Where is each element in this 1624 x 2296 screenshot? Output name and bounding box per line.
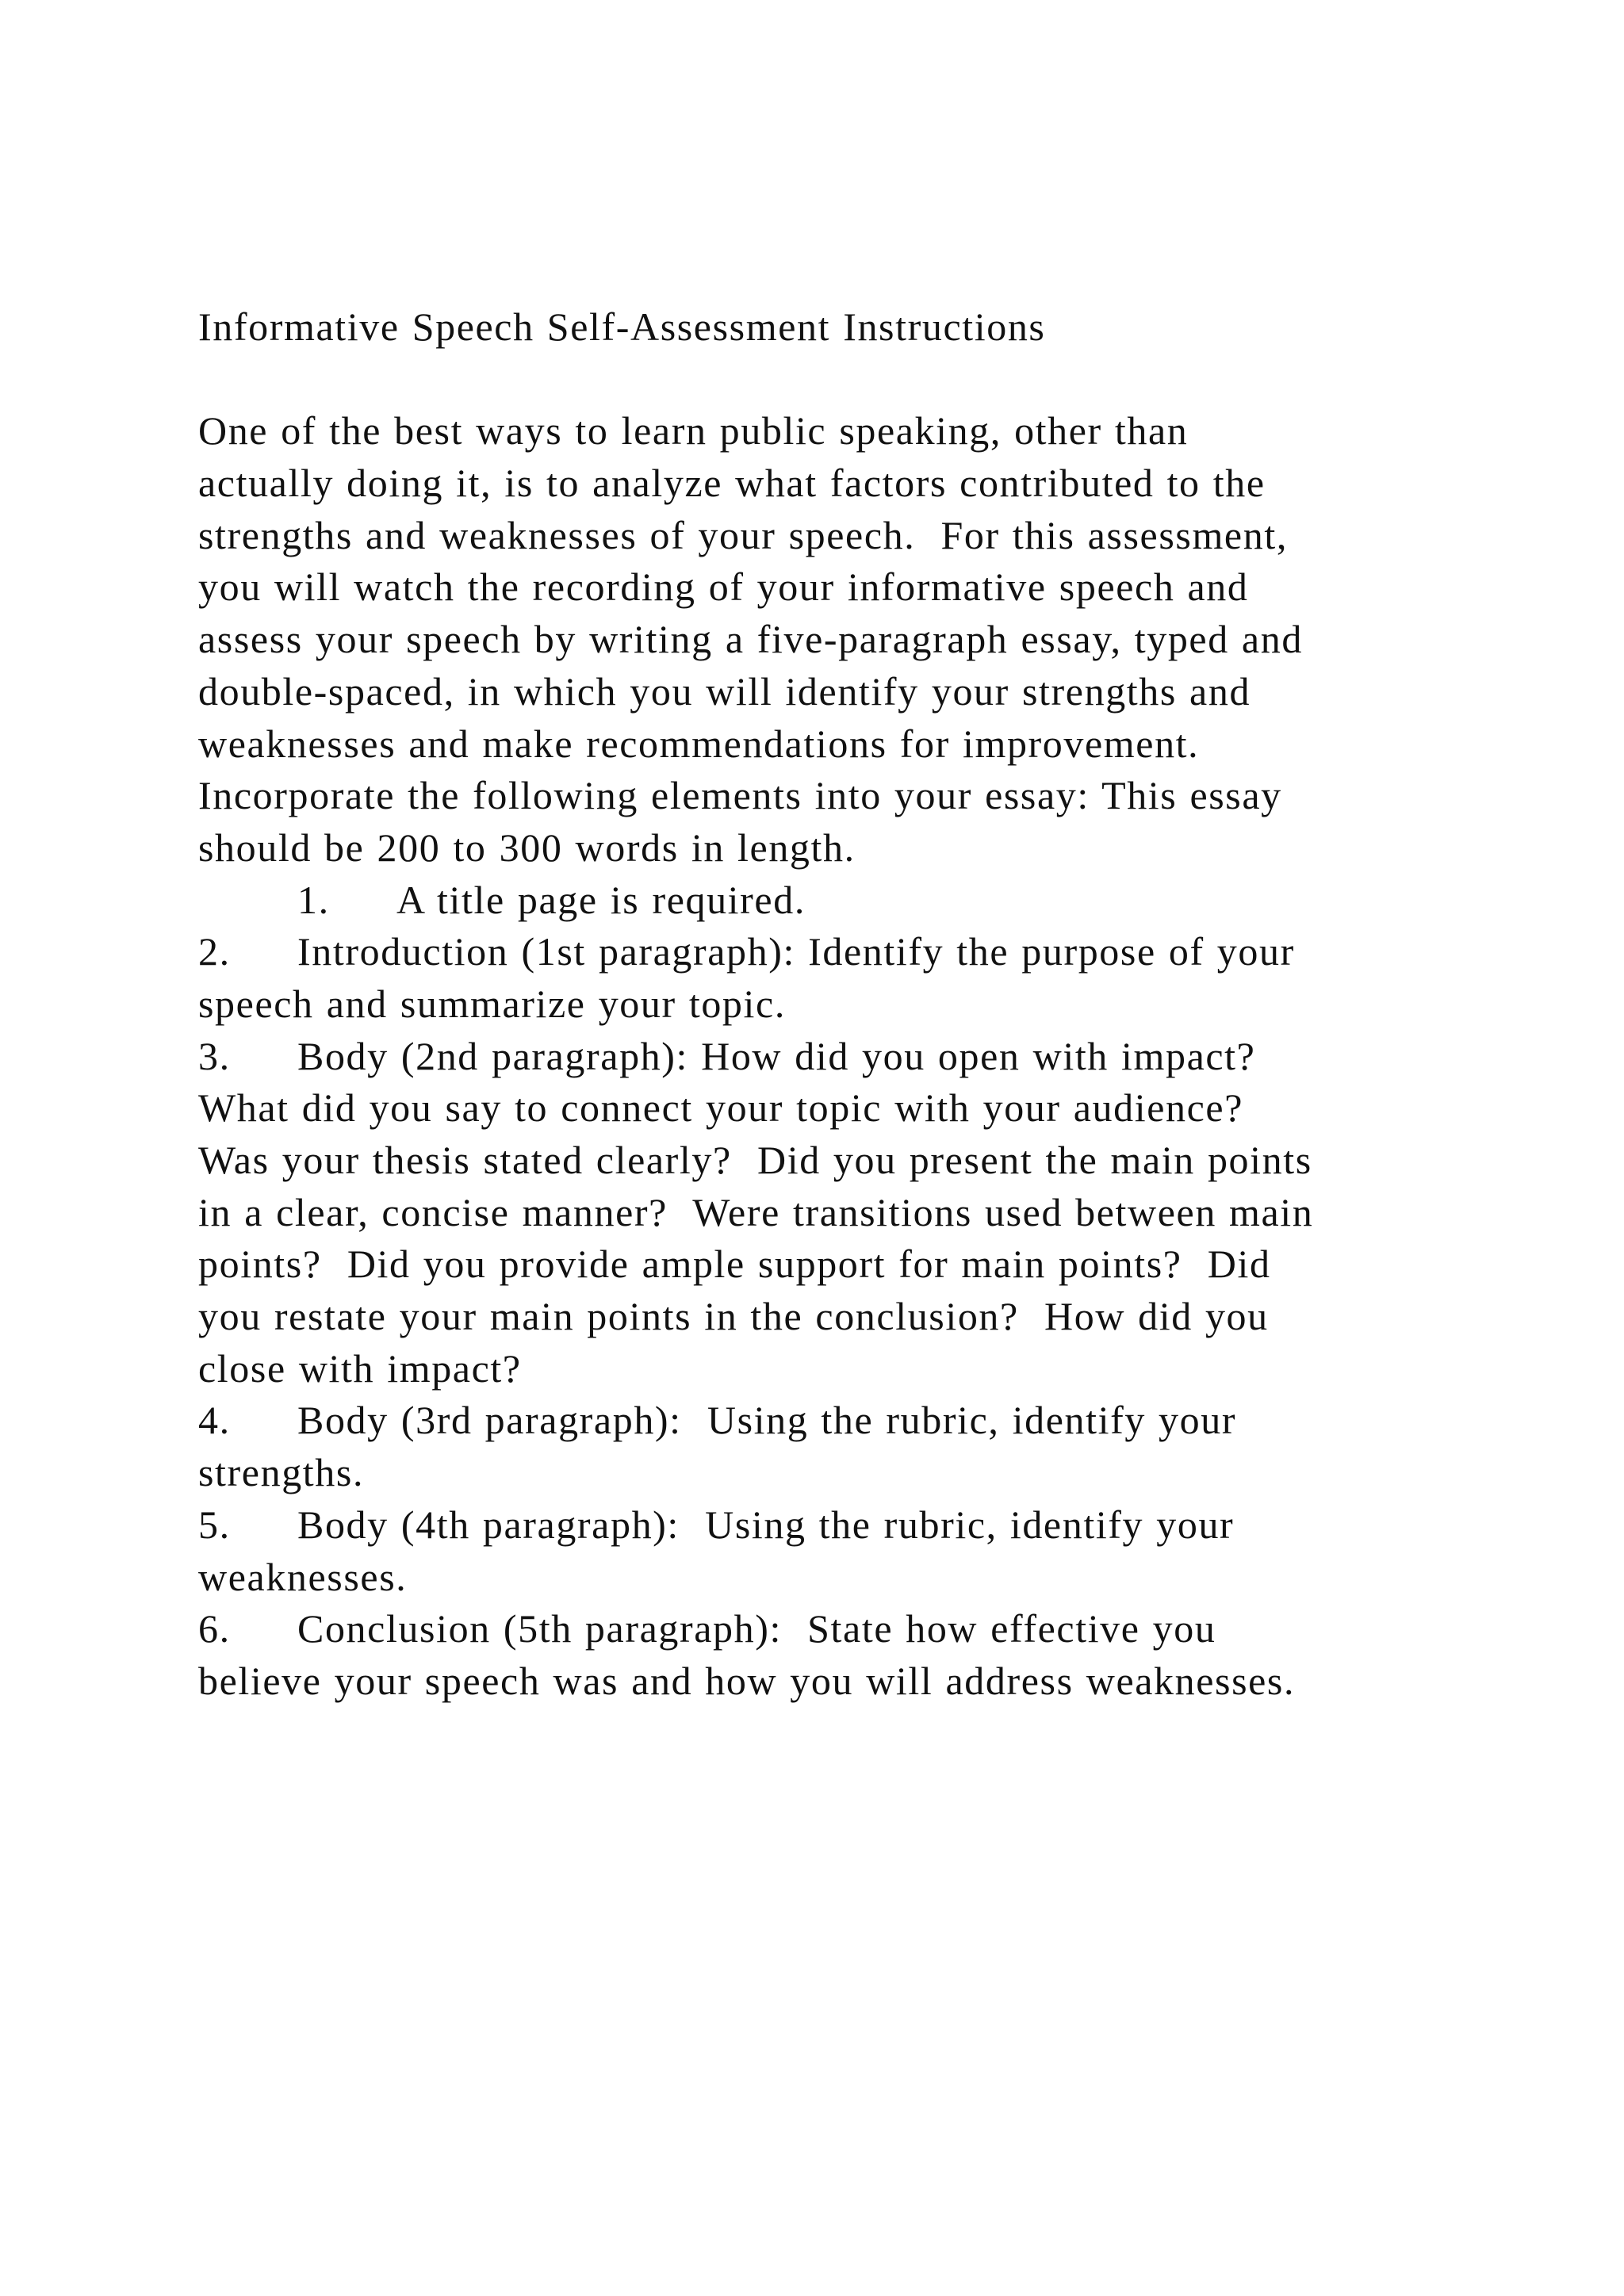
intro-line: Incorporate the following elements into your essay: This essay bbox=[198, 773, 1282, 818]
list-item-number: 5. bbox=[198, 1502, 231, 1547]
list-item-number: 3. bbox=[198, 1033, 231, 1078]
document-title: Informative Speech Self-Assessment Instructions bbox=[198, 304, 1046, 349]
list-item-text: What did you say to connect your topic with your audience? bbox=[198, 1085, 1243, 1131]
list-item bbox=[198, 1031, 1483, 1395]
list-item-text: Was your thesis stated clearly? Did you present the main points bbox=[198, 1138, 1312, 1182]
list-item-text: in a clear, concise manner? Were transitions used between main bbox=[198, 1189, 1314, 1234]
list-item bbox=[198, 874, 1483, 927]
list-item-text: weaknesses. bbox=[198, 1554, 408, 1599]
intro-line: One of the best ways to learn public speaking, other than bbox=[198, 408, 1189, 453]
list-item bbox=[198, 1603, 1483, 1707]
list-item-text: Introduction (1st paragraph): Identify the purpose of your bbox=[297, 929, 1295, 974]
list-item-text: strengths. bbox=[198, 1450, 365, 1495]
list-item-text: A title page is required. bbox=[396, 877, 806, 922]
intro-line: double-spaced, in which you will identify your strengths and bbox=[198, 668, 1251, 714]
list-item-text: Conclusion (5th paragraph): State how effective you bbox=[297, 1606, 1216, 1651]
list-item-number: 2. bbox=[198, 929, 231, 974]
intro-line: actually doing it, is to analyze what factors contributed to the bbox=[198, 461, 1266, 506]
intro-line: weaknesses and make recommendations for improvement. bbox=[198, 721, 1200, 766]
list-item-text: Body (3rd paragraph): Using the rubric, identify your bbox=[297, 1398, 1237, 1443]
list-item-number: 1. bbox=[297, 877, 330, 922]
list-item-text: points? Did you provide ample support for main points? Did bbox=[198, 1242, 1271, 1287]
list-item-text: believe your speech was and how you will address weaknesses. bbox=[198, 1658, 1296, 1703]
list-item-number: 4. bbox=[198, 1398, 231, 1443]
list-item-number: 6. bbox=[198, 1606, 231, 1651]
list-item bbox=[198, 926, 1483, 1030]
list-item-text: close with impact? bbox=[198, 1345, 522, 1391]
intro-line: assess your speech by writing a five-paragraph essay, typed and bbox=[198, 617, 1303, 662]
list-item-text: speech and summarize your topic. bbox=[198, 981, 786, 1026]
list-item-text: Body (4th paragraph): Using the rubric, identify your bbox=[297, 1502, 1235, 1547]
intro-paragraph bbox=[198, 405, 1483, 874]
list-item-text: you restate your main points in the conclusion? How did you bbox=[198, 1294, 1269, 1339]
list-item bbox=[198, 1499, 1483, 1603]
intro-line: strengths and weaknesses of your speech. For this assessment, bbox=[198, 512, 1288, 557]
intro-line: you will watch the recording of your informative speech and bbox=[198, 564, 1249, 610]
list-item bbox=[198, 1395, 1483, 1498]
intro-line: should be 200 to 300 words in length. bbox=[198, 825, 856, 870]
document-body bbox=[198, 301, 1483, 1708]
numbered-list bbox=[198, 874, 1483, 1708]
list-item-text: Body (2nd paragraph): How did you open with impact? bbox=[297, 1033, 1256, 1078]
